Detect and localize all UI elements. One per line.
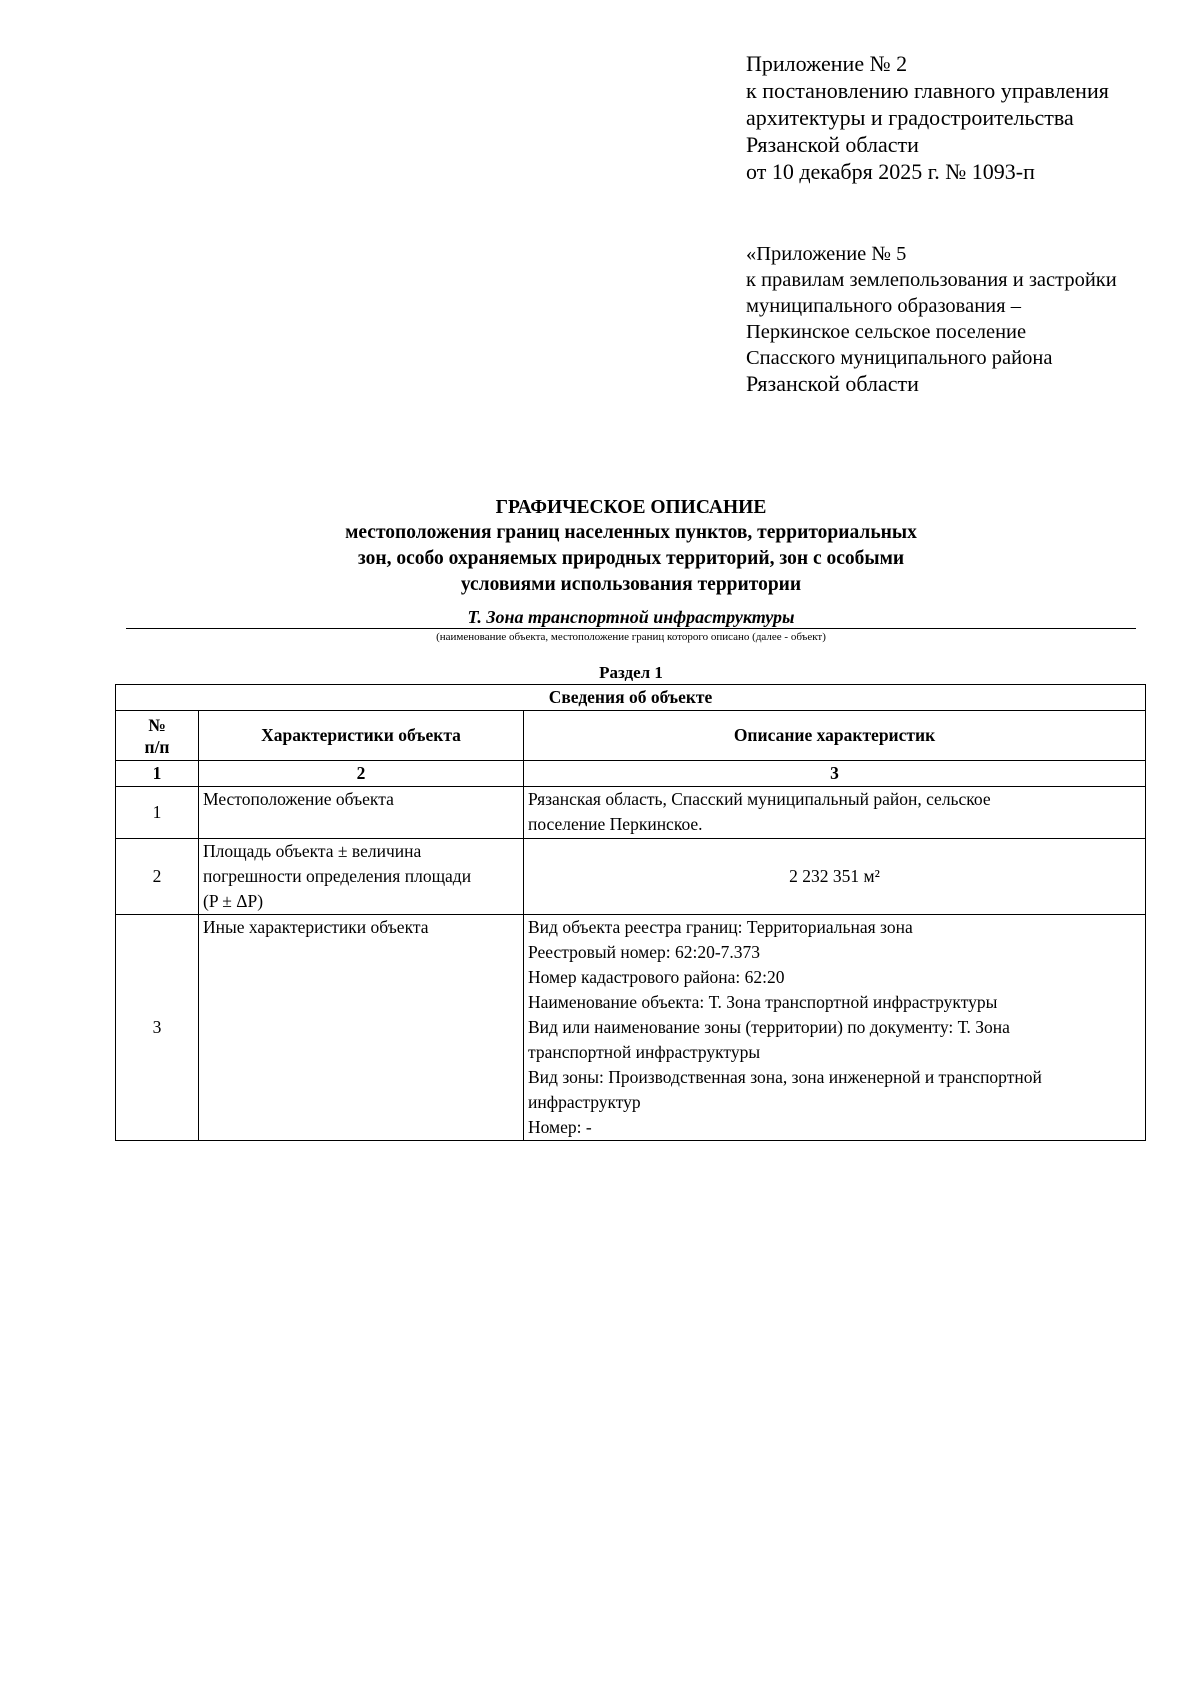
row-characteristic: Иные характеристики объекта <box>199 915 524 1141</box>
subtitle-line: местоположения границ населенных пунктов, территориальных <box>345 522 917 543</box>
appendix-rules-line: Спасского муниципального района <box>746 347 1053 369</box>
table-caption: Сведения об объекте <box>116 685 1146 711</box>
appendix-rules-line: Перкинское сельское поселение <box>746 321 1027 343</box>
row-number: 3 <box>116 915 199 1141</box>
header-characteristic: Характеристики объекта <box>199 711 524 761</box>
description-line: Вид или наименование зоны (территории) по документу: Т. Зона <box>528 1017 1010 1037</box>
appendix-rules-header <box>746 241 1117 397</box>
description-line: поселение Перкинское. <box>528 814 703 834</box>
document-title: ГРАФИЧЕСКОЕ ОПИСАНИЕ <box>495 497 767 518</box>
description-line: Вид объекта реестра границ: Территориальная зона <box>528 917 913 937</box>
row-description <box>524 787 1146 839</box>
document-subtitle <box>126 520 1136 598</box>
section-title: Раздел 1 <box>599 663 663 682</box>
description-line: Рязанская область, Спасский муниципальный район, сельское <box>528 789 991 809</box>
table-row <box>116 839 1146 915</box>
characteristic-line: (P ± ΔP) <box>203 891 264 911</box>
col-number: 3 <box>524 761 1146 787</box>
description-line: инфраструктур <box>528 1092 641 1112</box>
appendix-rules-line: муниципального образования – <box>746 295 1021 317</box>
description-line: Номер: - <box>528 1117 592 1137</box>
appendix-line: Приложение № 2 <box>746 51 908 76</box>
subtitle-line: зон, особо охраняемых природных территорий, зон с особыми <box>357 548 905 569</box>
row-description: 2 232 351 м² <box>524 839 1146 915</box>
row-description <box>524 915 1146 1141</box>
description-line: Наименование объекта: Т. Зона транспортной инфраструктуры <box>528 992 998 1012</box>
row-characteristic <box>199 839 524 915</box>
description-line: Вид зоны: Производственная зона, зона инженерной и транспортной <box>528 1067 1042 1087</box>
subtitle-line: условиями использования территории <box>460 574 802 595</box>
header-number <box>116 711 199 761</box>
appendix-line: архитектуры и градостроительства <box>746 105 1074 130</box>
appendix-rules-line: к правилам землепользования и застройки <box>746 269 1117 291</box>
description-line: Номер кадастрового района: 62:20 <box>528 967 785 987</box>
appendix-rules-line: «Приложение № 5 <box>746 243 907 265</box>
col-number: 2 <box>199 761 524 787</box>
header-number-text: № п/п <box>144 714 170 757</box>
object-name-note: (наименование объекта, местоположение границ которого описано (далее - объект) <box>436 631 826 643</box>
appendix-rules-line: Рязанской области <box>746 371 919 396</box>
table-row <box>116 787 1146 839</box>
appendix-line: к постановлению главного управления <box>746 78 1109 103</box>
row-characteristic: Местоположение объекта <box>199 787 524 839</box>
row-number: 1 <box>116 787 199 839</box>
header-description: Описание характеристик <box>524 711 1146 761</box>
object-info-table <box>115 684 1146 1141</box>
row-number: 2 <box>116 839 199 915</box>
table-row <box>116 915 1146 1141</box>
col-number: 1 <box>116 761 199 787</box>
underline-rule <box>126 628 1136 629</box>
object-name: Т. Зона транспортной инфраструктуры <box>467 607 795 627</box>
appendix-line: Рязанской области <box>746 132 919 157</box>
characteristic-line: Площадь объекта ± величина <box>203 841 422 861</box>
appendix-header <box>746 50 1109 185</box>
appendix-line: от 10 декабря 2025 г. № 1093-п <box>746 159 1035 184</box>
characteristic-line: погрешности определения площади <box>203 866 472 886</box>
description-line: транспортной инфраструктуры <box>528 1042 761 1062</box>
description-line: Реестровый номер: 62:20-7.373 <box>528 942 761 962</box>
